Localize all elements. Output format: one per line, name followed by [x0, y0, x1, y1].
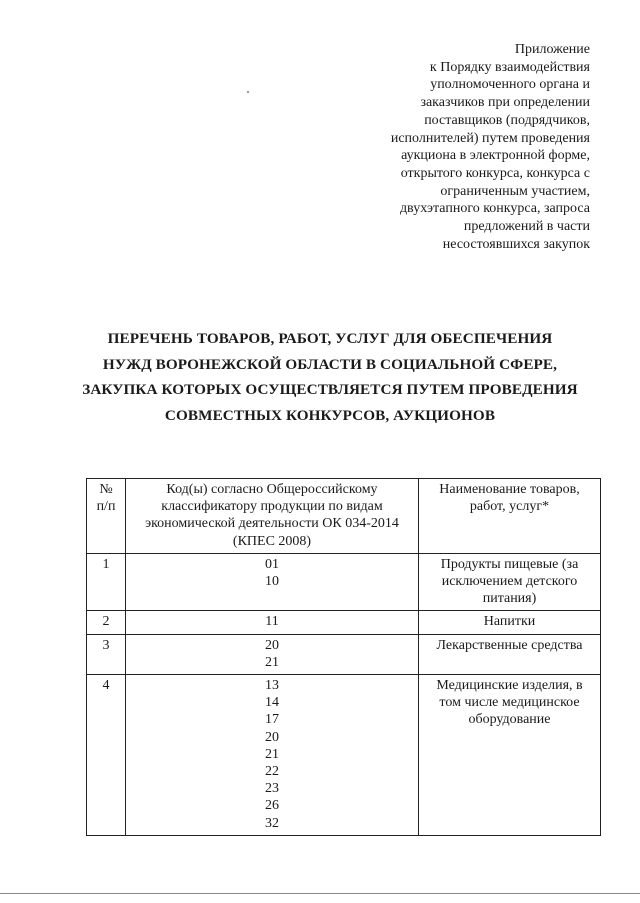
code-value: 22	[265, 764, 279, 780]
appendix-line: несостоявшихся закупок	[442, 236, 590, 252]
header-name	[419, 479, 601, 554]
name-line: Продукты пищевые (за	[440, 556, 579, 572]
appendix-line: Приложение	[514, 42, 590, 57]
title-line: ЗАКУПКА КОТОРЫХ ОСУЩЕСТВЛЯЕТСЯ ПУТЕМ ПРОВЕДЕНИЯ	[82, 381, 578, 398]
code-value: 21	[265, 654, 279, 670]
table-row	[87, 553, 601, 611]
row-num: 3	[87, 634, 126, 674]
name-line: Лекарственные средства	[436, 637, 583, 653]
table-row	[87, 675, 601, 836]
name-line: питания)	[482, 591, 537, 607]
appendix-line: ограниченным участием,	[440, 183, 590, 199]
code-value: 01	[265, 556, 279, 572]
row-codes	[126, 611, 419, 634]
code-value: 14	[265, 695, 279, 711]
appendix-line: открытого конкурса, конкурса с	[400, 165, 590, 181]
code-value: 20	[265, 637, 279, 653]
header-num-line: №	[99, 482, 113, 497]
name-line: оборудование	[468, 712, 551, 728]
header-name-line: работ, услуг*	[469, 499, 550, 515]
appendix-note	[350, 41, 590, 253]
header-code-line: Код(ы) согласно Общероссийскому	[166, 482, 378, 497]
row-name	[419, 675, 601, 836]
document-title	[40, 326, 620, 428]
appendix-line: уполномоченного органа и	[430, 77, 590, 93]
appendix-line: заказчиков при определении	[420, 95, 590, 111]
row-codes	[126, 675, 419, 836]
table-row	[87, 634, 601, 674]
header-name-line: Наименование товаров,	[439, 482, 580, 497]
appendix-line: двухэтапного конкурса, запроса	[399, 201, 590, 217]
appendix-line: аукциона в электронной форме,	[401, 148, 590, 164]
code-value: 32	[265, 815, 279, 831]
appendix-line: исполнителей) путем проведения	[390, 130, 590, 146]
row-num: 1	[87, 553, 126, 611]
title-line: НУЖД ВОРОНЕЖСКОЙ ОБЛАСТИ В СОЦИАЛЬНОЙ СФЕРЕ,	[102, 355, 558, 373]
page-bottom-edge	[0, 893, 640, 894]
header-code-line: классификатору продукции по видам	[161, 499, 383, 515]
appendix-line: поставщиков (подрядчиков,	[424, 112, 590, 128]
appendix-line: предложений в части	[463, 219, 590, 235]
code-value: 23	[265, 781, 279, 797]
row-name	[419, 634, 601, 674]
name-line: Напитки	[483, 614, 536, 630]
code-value: 26	[265, 798, 279, 814]
row-codes	[126, 553, 419, 611]
title-line: ПЕРЕЧЕНЬ ТОВАРОВ, РАБОТ, УСЛУГ ДЛЯ ОБЕСПЕЧЕНИЯ	[107, 330, 553, 347]
table-header-row	[87, 479, 601, 554]
row-num: 4	[87, 675, 126, 836]
row-name	[419, 553, 601, 611]
code-value: 10	[265, 574, 279, 590]
goods-list-table	[86, 478, 601, 836]
name-line: том числе медицинское	[439, 695, 580, 711]
code-value: 11	[265, 614, 279, 630]
code-value: 21	[265, 746, 279, 762]
code-value: 20	[265, 729, 279, 745]
header-code	[126, 479, 419, 554]
header-code-line: (КПЕС 2008)	[232, 533, 312, 549]
row-num: 2	[87, 611, 126, 634]
header-code-line: экономической деятельности ОК 034-2014	[145, 516, 399, 532]
code-value: 13	[265, 678, 279, 694]
header-num	[87, 479, 126, 554]
appendix-line: к Порядку взаимодействия	[429, 59, 590, 75]
row-codes	[126, 634, 419, 674]
header-num-line: п/п	[96, 499, 116, 515]
name-line: исключением детского	[441, 574, 578, 590]
table-row	[87, 611, 601, 634]
name-line: Медицинские изделия, в	[436, 678, 583, 694]
title-line: СОВМЕСТНЫХ КОНКУРСОВ, АУКЦИОНОВ	[164, 406, 496, 424]
scan-speck	[247, 91, 249, 93]
code-value: 17	[265, 712, 279, 728]
row-name	[419, 611, 601, 634]
